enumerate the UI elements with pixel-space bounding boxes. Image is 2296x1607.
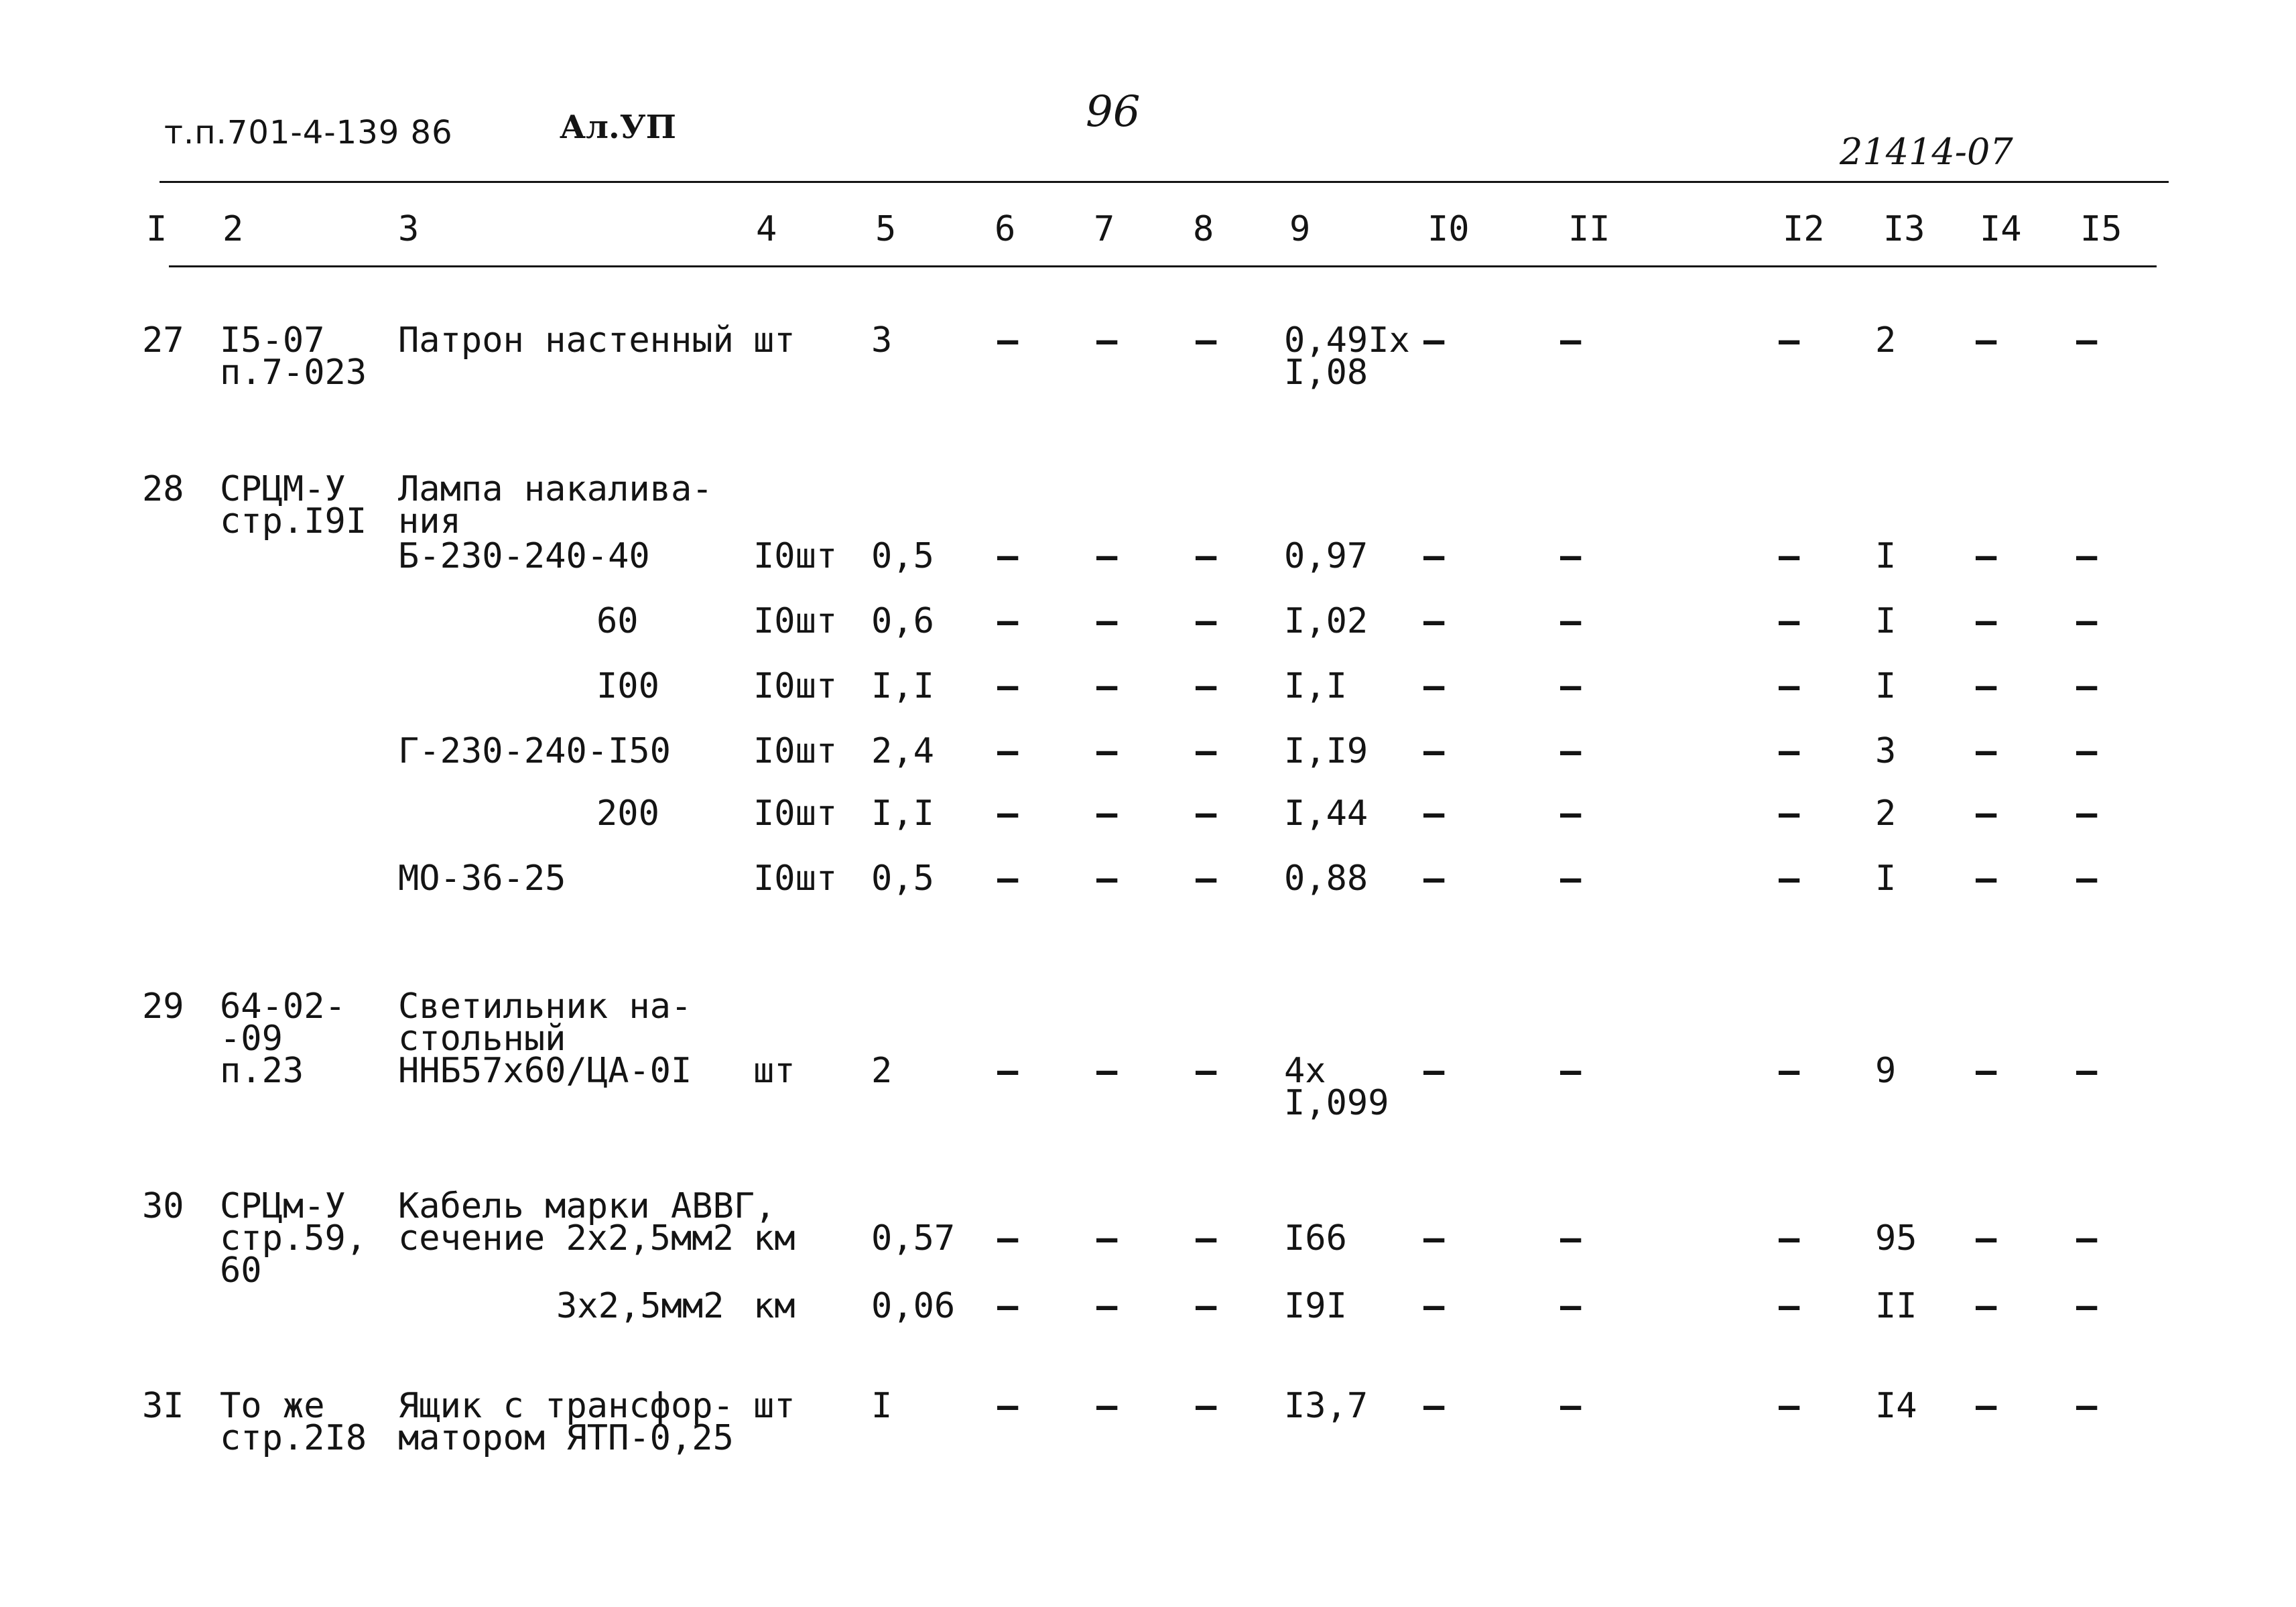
table-cell-c7: – <box>1096 1218 1118 1259</box>
table-cell-c10: – <box>1423 1051 1445 1091</box>
table-cell-c11: – <box>1560 666 1582 706</box>
table-cell-unit: I0шт <box>753 666 838 706</box>
table-cell-c14: – <box>1976 666 1997 706</box>
table-cell-c8: – <box>1196 858 1217 899</box>
table-cell-c14: – <box>1976 858 1997 899</box>
table-cell-c11: – <box>1560 731 1582 771</box>
table-cell-c12: – <box>1779 1218 1800 1259</box>
table-cell-qty: 0,57 <box>871 1218 956 1259</box>
table-cell-c12: – <box>1779 320 1800 361</box>
table-cell-name: Кабель марки АВВГ, сечение 2х2,5мм2 <box>398 1186 776 1259</box>
table-cell-c10: – <box>1423 536 1445 576</box>
table-cell-c11: – <box>1560 1286 1582 1326</box>
table-cell-c12: – <box>1779 858 1800 899</box>
table-cell-c10: – <box>1423 793 1445 834</box>
table-cell-c10: – <box>1423 666 1445 706</box>
table-cell-c7: – <box>1096 320 1118 361</box>
table-cell-c10: – <box>1423 601 1445 641</box>
table-cell-c8: – <box>1196 1051 1217 1091</box>
table-cell-qty: 2 <box>871 1051 893 1091</box>
table-cell-no: 3I <box>142 1386 184 1426</box>
table-cell-qty: 0,5 <box>871 536 934 576</box>
table-cell-c13: I <box>1875 666 1897 706</box>
table-cell-c8: – <box>1196 601 1217 641</box>
column-number: I2 <box>1783 209 1825 249</box>
table-cell-qty: 0,06 <box>871 1286 956 1326</box>
table-cell-c13: 95 <box>1875 1218 1917 1259</box>
table-cell-c12: – <box>1779 731 1800 771</box>
table-cell-c11: – <box>1560 793 1582 834</box>
table-cell-c13: I <box>1875 536 1897 576</box>
table-cell-c7: – <box>1096 793 1118 834</box>
table-cell-c8: – <box>1196 666 1217 706</box>
table-cell-c8: – <box>1196 320 1217 361</box>
document-code: т.п.701-4-139 86 <box>164 114 453 151</box>
table-cell-c15: – <box>2076 320 2098 361</box>
table-cell-c12: – <box>1779 1051 1800 1091</box>
table-cell-c7: – <box>1096 1386 1118 1426</box>
table-cell-c13: I4 <box>1875 1386 1917 1426</box>
table-cell-c10: – <box>1423 320 1445 361</box>
table-cell-c15: – <box>2076 1386 2098 1426</box>
table-cell-c13: II <box>1875 1286 1917 1326</box>
table-cell-c6: – <box>997 320 1019 361</box>
table-cell-unit: I0шт <box>753 536 838 576</box>
table-cell-c7: – <box>1096 1286 1118 1326</box>
table-cell-source: I5-07 п.7-023 <box>220 320 367 393</box>
table-cell-c9: 0,97 <box>1284 536 1368 576</box>
table-cell-c10: – <box>1423 731 1445 771</box>
table-cell-c6: – <box>997 601 1019 641</box>
table-cell-c15: – <box>2076 731 2098 771</box>
column-number: 4 <box>756 209 777 249</box>
table-cell-name: Светильник на- стольный ННБ57х60/ЦА-0I <box>398 986 692 1091</box>
table-cell-c13: 9 <box>1875 1051 1897 1091</box>
table-cell-unit: км <box>753 1286 795 1326</box>
table-cell-c12: – <box>1779 793 1800 834</box>
column-number: 8 <box>1193 209 1214 249</box>
table-cell-c11: – <box>1560 601 1582 641</box>
column-number: I <box>146 209 168 249</box>
handwritten-document-number: 21414-07 <box>1840 131 2013 173</box>
table-cell-c14: – <box>1976 536 1997 576</box>
table-cell-c12: – <box>1779 601 1800 641</box>
table-cell-c14: – <box>1976 1218 1997 1259</box>
table-cell-c8: – <box>1196 1386 1217 1426</box>
table-cell-c6: – <box>997 536 1019 576</box>
table-cell-c6: – <box>997 1386 1019 1426</box>
table-cell-name: I00 <box>596 666 659 706</box>
table-cell-c7: – <box>1096 536 1118 576</box>
table-cell-c9: I9I <box>1284 1286 1347 1326</box>
table-cell-c14: – <box>1976 1386 1997 1426</box>
table-cell-c7: – <box>1096 858 1118 899</box>
table-cell-c6: – <box>997 858 1019 899</box>
table-cell-no: 27 <box>142 320 184 361</box>
table-cell-c9: 0,49Iх I,08 <box>1284 320 1410 393</box>
table-cell-source: 64-02- -09 п.23 <box>220 986 346 1091</box>
column-header-rule <box>169 265 2157 267</box>
table-cell-name: МО-36-25 <box>398 858 566 899</box>
table-cell-unit: I0шт <box>753 858 838 899</box>
table-cell-c6: – <box>997 731 1019 771</box>
table-cell-c13: 2 <box>1875 793 1897 834</box>
table-cell-c15: – <box>2076 1286 2098 1326</box>
page-number: 96 <box>1086 87 1141 137</box>
table-cell-c11: – <box>1560 858 1582 899</box>
table-cell-c9: I3,7 <box>1284 1386 1368 1426</box>
table-cell-unit: шт <box>753 1051 795 1091</box>
table-cell-qty: I,I <box>871 666 934 706</box>
table-cell-name: Г-230-240-I50 <box>398 731 671 771</box>
column-number: 3 <box>398 209 420 249</box>
table-cell-source: СРЦм-У стр.59, 60 <box>220 1186 367 1291</box>
column-number: II <box>1568 209 1610 249</box>
table-cell-c9: I,02 <box>1284 601 1368 641</box>
table-cell-unit: км <box>753 1218 795 1259</box>
table-cell-c13: I <box>1875 858 1897 899</box>
table-cell-qty: 2,4 <box>871 731 934 771</box>
table-cell-c10: – <box>1423 1386 1445 1426</box>
table-cell-c6: – <box>997 666 1019 706</box>
table-cell-c9: I66 <box>1284 1218 1347 1259</box>
table-cell-c11: – <box>1560 1386 1582 1426</box>
table-cell-c9: 0,88 <box>1284 858 1368 899</box>
table-cell-no: 30 <box>142 1186 184 1226</box>
table-cell-c6: – <box>997 1286 1019 1326</box>
table-cell-unit: I0шт <box>753 731 838 771</box>
table-cell-c12: – <box>1779 666 1800 706</box>
table-cell-c12: – <box>1779 536 1800 576</box>
column-number: 9 <box>1289 209 1311 249</box>
table-cell-name: 60 <box>596 601 639 641</box>
table-cell-c6: – <box>997 1218 1019 1259</box>
column-number: 7 <box>1094 209 1115 249</box>
table-cell-c10: – <box>1423 1286 1445 1326</box>
table-cell-qty: 3 <box>871 320 893 361</box>
table-cell-qty: 0,5 <box>871 858 934 899</box>
table-cell-c15: – <box>2076 1051 2098 1091</box>
table-cell-c14: – <box>1976 793 1997 834</box>
table-cell-c8: – <box>1196 731 1217 771</box>
table-cell-name: 3х2,5мм2 <box>556 1286 724 1326</box>
column-number: 5 <box>875 209 897 249</box>
table-cell-c11: – <box>1560 536 1582 576</box>
table-cell-c14: – <box>1976 1286 1997 1326</box>
table-cell-source: То же стр.2I8 <box>220 1386 367 1458</box>
table-cell-c9: I,I9 <box>1284 731 1368 771</box>
column-number: 2 <box>222 209 244 249</box>
table-cell-c7: – <box>1096 601 1118 641</box>
table-cell-qty: 0,6 <box>871 601 934 641</box>
table-cell-c11: – <box>1560 1051 1582 1091</box>
table-cell-c6: – <box>997 793 1019 834</box>
table-cell-unit: шт <box>753 320 795 361</box>
table-cell-c7: – <box>1096 1051 1118 1091</box>
column-number: I4 <box>1980 209 2022 249</box>
table-cell-qty: I <box>871 1386 893 1426</box>
table-cell-c13: 3 <box>1875 731 1897 771</box>
table-cell-c14: – <box>1976 731 1997 771</box>
table-cell-name: Патрон настенный <box>398 320 734 361</box>
table-cell-c14: – <box>1976 1051 1997 1091</box>
table-cell-c6: – <box>997 1051 1019 1091</box>
table-cell-c12: – <box>1779 1286 1800 1326</box>
column-number: I0 <box>1427 209 1470 249</box>
table-cell-c15: – <box>2076 601 2098 641</box>
table-cell-name: Лампа накалива- ния <box>398 469 713 541</box>
table-cell-c11: – <box>1560 320 1582 361</box>
table-cell-c15: – <box>2076 666 2098 706</box>
table-cell-unit: I0шт <box>753 793 838 834</box>
table-cell-c13: I <box>1875 601 1897 641</box>
header-rule <box>160 181 2169 183</box>
table-cell-qty: I,I <box>871 793 934 834</box>
table-cell-c15: – <box>2076 536 2098 576</box>
column-number: 6 <box>995 209 1016 249</box>
table-cell-c8: – <box>1196 536 1217 576</box>
table-cell-name: Б-230-240-40 <box>398 536 650 576</box>
table-cell-source: СРЦМ-У стр.I9I <box>220 469 367 541</box>
table-cell-c7: – <box>1096 666 1118 706</box>
table-cell-c15: – <box>2076 793 2098 834</box>
table-cell-c11: – <box>1560 1218 1582 1259</box>
column-number: I5 <box>2080 209 2122 249</box>
table-cell-c7: – <box>1096 731 1118 771</box>
table-cell-c15: – <box>2076 1218 2098 1259</box>
table-cell-c15: – <box>2076 858 2098 899</box>
table-cell-name: Ящик с трансфор- матором ЯТП-0,25 <box>398 1386 734 1458</box>
sheet-label: Ал.УП <box>560 109 676 146</box>
table-cell-c9: I,44 <box>1284 793 1368 834</box>
table-cell-no: 28 <box>142 469 184 509</box>
table-cell-c13: 2 <box>1875 320 1897 361</box>
table-cell-c9: 4х I,099 <box>1284 1051 1389 1123</box>
table-cell-unit: I0шт <box>753 601 838 641</box>
column-number: I3 <box>1883 209 1925 249</box>
table-cell-c10: – <box>1423 1218 1445 1259</box>
table-cell-c8: – <box>1196 1218 1217 1259</box>
table-cell-no: 29 <box>142 986 184 1027</box>
table-cell-c12: – <box>1779 1386 1800 1426</box>
table-cell-c9: I,I <box>1284 666 1347 706</box>
table-cell-c8: – <box>1196 1286 1217 1326</box>
table-cell-unit: шт <box>753 1386 795 1426</box>
table-cell-c14: – <box>1976 320 1997 361</box>
table-cell-c10: – <box>1423 858 1445 899</box>
table-cell-c14: – <box>1976 601 1997 641</box>
table-cell-name: 200 <box>596 793 659 834</box>
table-cell-c8: – <box>1196 793 1217 834</box>
